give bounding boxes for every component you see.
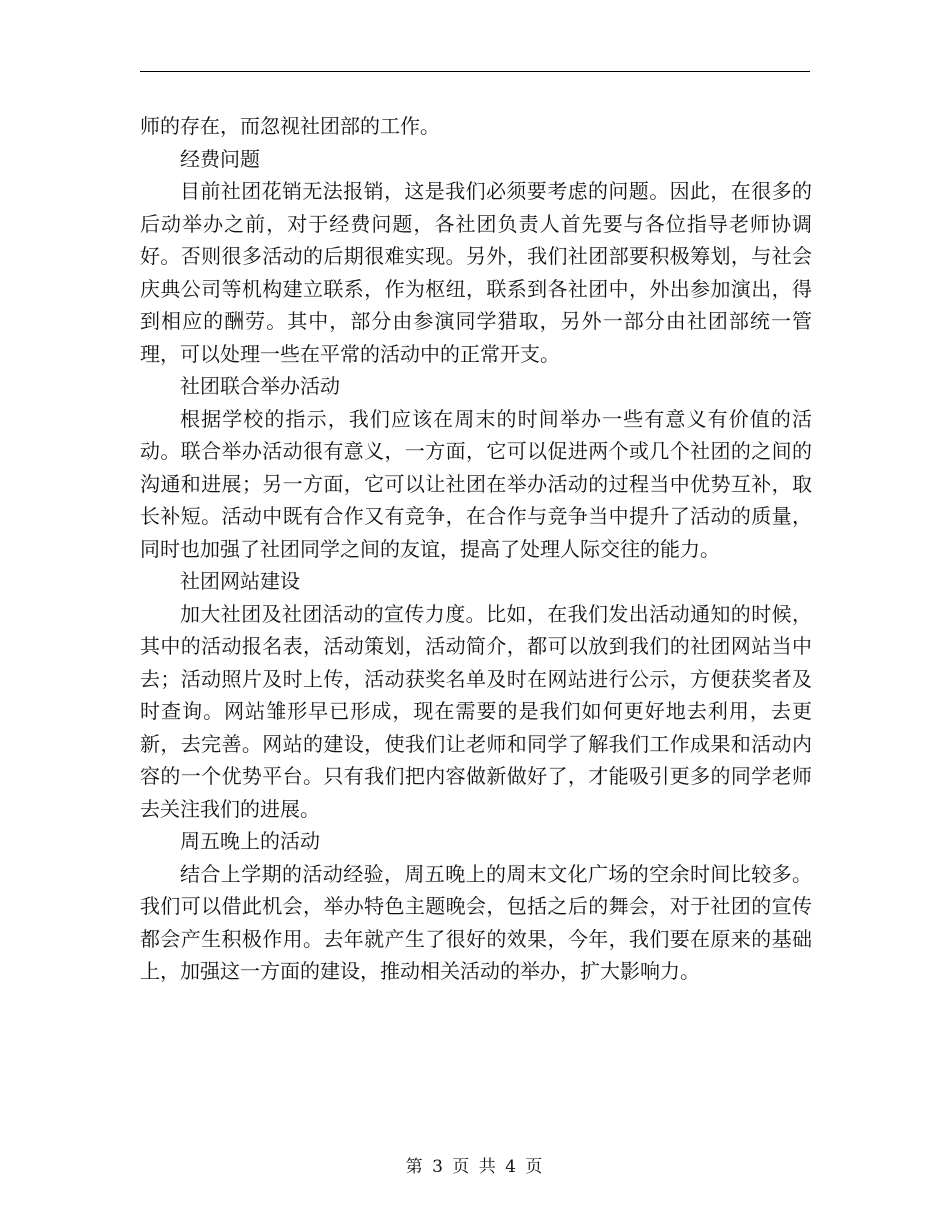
section-heading-website: 社团网站建设 (180, 569, 300, 593)
paragraph-friday-activities: 结合上学期的活动经验，周五晚上的周末文化广场的空余时间比较多。我们可以借此机会，举办特色主题晚会，包括之后的舞会，对于社团的宣传都会产生积极作用。去年就产生了很好的效果，今年，我们要在原来的基础上，加强这一方面的建设，推动相关活动的举办，扩大影响力。 (140, 861, 812, 983)
section-heading-funding: 经费问题 (180, 146, 260, 171)
paragraph-website: 加大社团及社团活动的宣传力度。比如，在我们发出活动通知的时候，其中的活动报名表，活动策划，活动简介，都可以放到我们的社团网站当中去；活动照片及时上传，活动获奖名单及时在网站进行公示，方便获奖者及时查询。网站雏形早已形成，现在需要的是我们如何更好地去利用，去更新，去完善。网站的建设，使我们让老师和同学了解我们工作成果和活动内容的一个优势平台。只有我们把内容做新做好了，才能吸引更多的同学老师去关注我们的进展。 (140, 601, 812, 821)
document-body (140, 110, 812, 988)
page-number-footer: 第 3 页 共 4 页 (405, 1157, 545, 1177)
section-heading-friday-activities: 周五晚上的活动 (180, 829, 320, 853)
paragraph-joint-activities: 根据学校的指示，我们应该在周末的时间举办一些有意义有价值的活动。联合举办活动很有意义，一方面，它可以促进两个或几个社团的之间的沟通和进展；另一方面，它可以让社团在举办活动的过程当中优势互补，取长补短。活动中既有合作又有竞争，在合作与竞争当中提升了活动的质量，同时也加强了社团同学之间的友谊，提高了处理人际交往的能力。 (140, 406, 812, 561)
paragraph-funding: 目前社团花销无法报销，这是我们必须要考虑的问题。因此，在很多的后动举办之前，对于经费问题，各社团负责人首先要与各位指导老师协调好。否则很多活动的后期很难实现。另外，我们社团部要积极筹划，与社会庆典公司等机构建立联系，作为枢纽，联系到各社团中，外出参加演出，得到相应的酬劳。其中，部分由参演同学猎取，另外一部分由社团部统一管理，可以处理一些在平常的活动中的正常开支。 (140, 179, 812, 366)
header-rule (140, 71, 810, 72)
paragraph-continuation: 师的存在，而忽视社团部的工作。 (140, 114, 440, 138)
section-heading-joint-activities: 社团联合举办活动 (180, 374, 340, 398)
